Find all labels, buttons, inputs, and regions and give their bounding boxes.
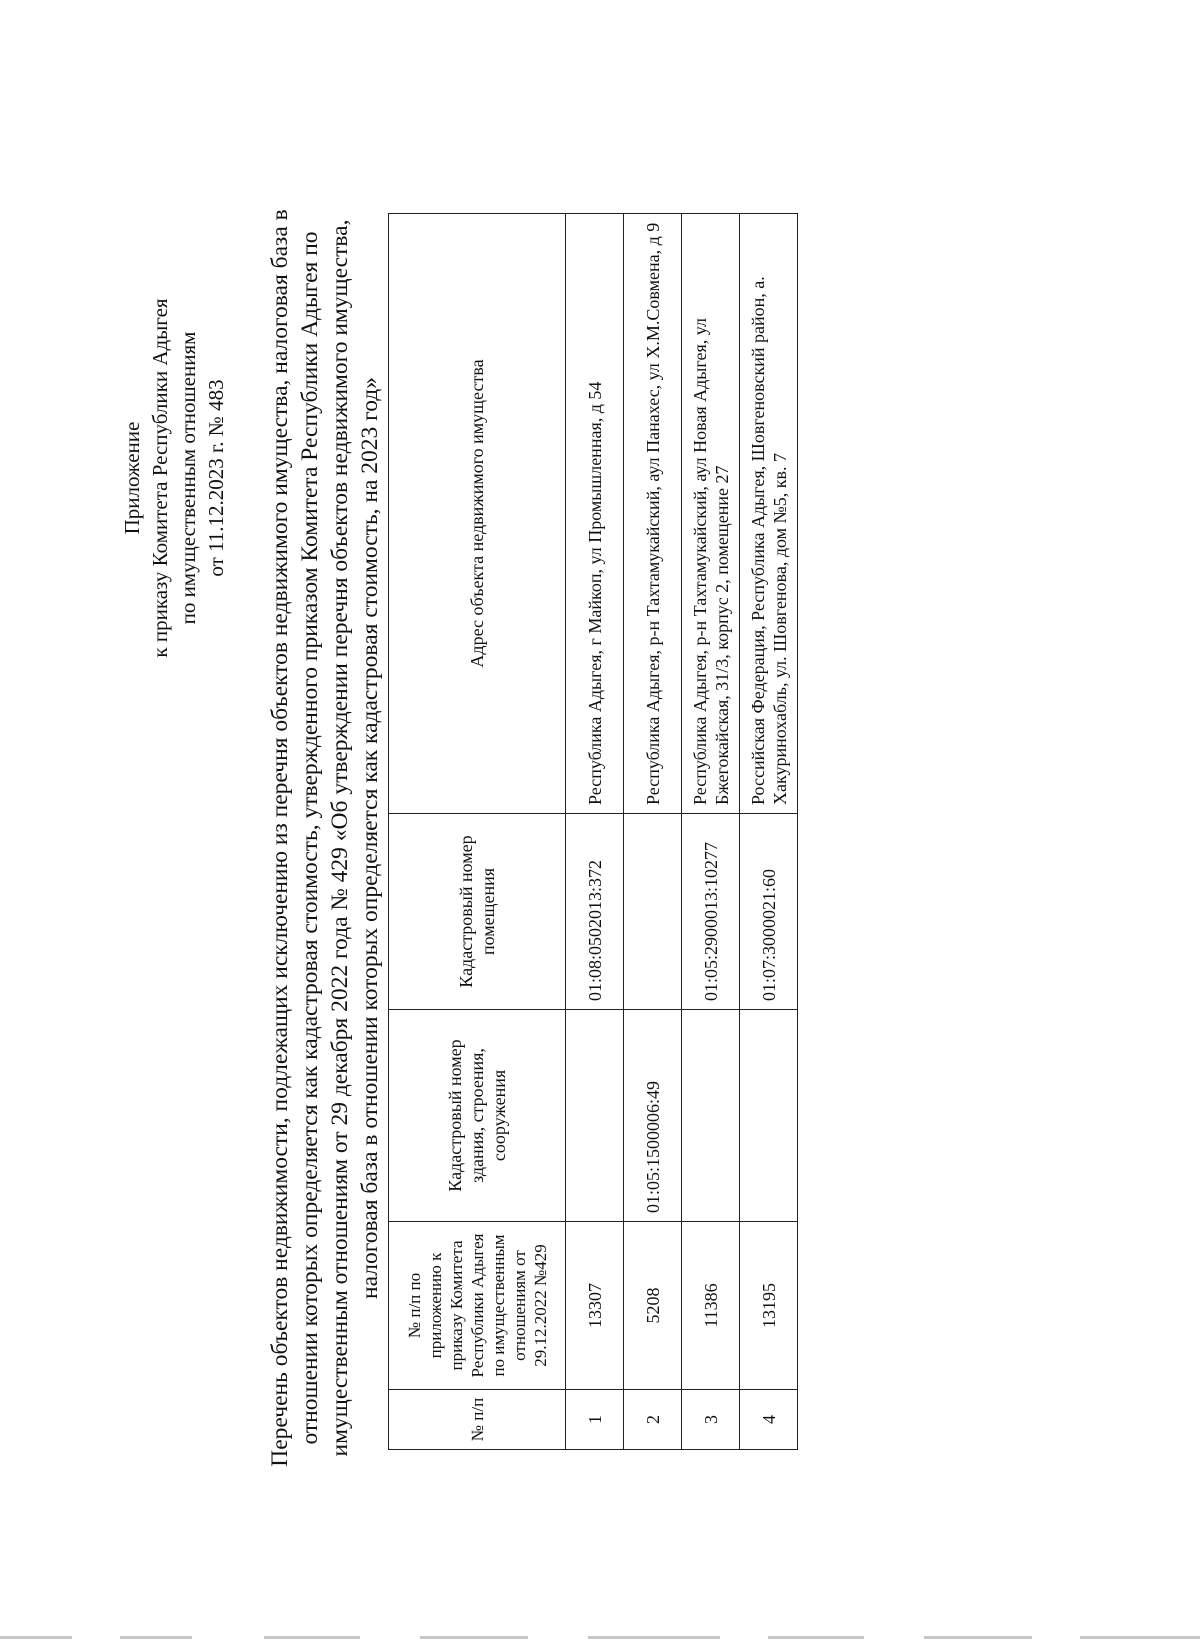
appendix-committee: по имущественным отношениям [176,331,200,625]
cell-ref: 11386 [682,1222,740,1390]
title-line-1: Перечень объектов недвижимости, подлежащих исключению из перечня объектов недвижимого имущества, налоговая база в [267,209,293,1467]
cell-building: 01:05:1500006:49 [624,1010,682,1222]
cell-address: Российская Федерация, Республика Адыгея, Шовгеновский район, а. Хакуринохабль, ул. Шовгенова, дом №5, кв. 7 [740,214,798,814]
scan-edge-artifact [0,1636,1200,1639]
appendix-header [118,128,230,828]
cell-num: 3 [682,1390,740,1450]
title-line-4: налоговая база в отношении которых определяется как кадастровая стоимость, на 2023 год» [357,377,383,1299]
cell-num: 1 [566,1390,624,1450]
cell-room: 01:07:3000021:60 [740,814,798,1010]
cell-address: Республика Адыгея, р-н Тахтамукайский, аул Новая Адыгея, ул Бжегокайская, 31/3, корпус 2, помещение 27 [682,214,740,814]
appendix-order-ref: к приказу Комитета Республики Адыгея [148,298,172,658]
cell-address: Республика Адыгея, г Майкоп, ул Промышленная, д 54 [566,214,624,814]
cell-ref: 5208 [624,1222,682,1390]
document-title [265,208,385,1468]
table-row [740,214,798,1450]
cell-room [624,814,682,1010]
table-row [566,214,624,1450]
header-building-cadastral: Кадастровый номер здания, строения, сооружения [389,1010,566,1222]
appendix-label: Приложение [120,421,144,535]
cell-room: 01:08:0502013:372 [566,814,624,1010]
title-line-3: имущественным отношениям от 29 декабря 2022 года № 429 «Об утверждении перечня объектов недвижимого имущества, [327,219,353,1457]
cell-building [566,1010,624,1222]
cell-building [682,1010,740,1222]
header-address: Адрес объекта недвижимого имущества [389,214,566,814]
header-ref: № п/п по приложению к приказу Комитета Республики Адыгея по имущественным отношениям от 29.12.2022 №429 [389,1222,566,1390]
cell-room: 01:05:2900013:10277 [682,814,740,1010]
cell-ref: 13307 [566,1222,624,1390]
table-row [624,214,682,1450]
objects-table [388,213,798,1450]
cell-num: 4 [740,1390,798,1450]
table-row [682,214,740,1450]
cell-address: Республика Адыгея, р-н Тахтамукайский, аул Панахес, ул Х.М.Совмена, д 9 [624,214,682,814]
table-header-row [389,214,566,1450]
cell-building [740,1010,798,1222]
header-num: № п/п [389,1390,566,1450]
header-room-cadastral: Кадастровый номер помещения [389,814,566,1010]
title-line-2: отношении которых определяется как кадастровая стоимость, утвержденного приказом Комитета Республики Адыгея по [297,231,323,1445]
appendix-date: от 11.12.2023 г. № 483 [204,379,228,577]
cell-num: 2 [624,1390,682,1450]
cell-ref: 13195 [740,1222,798,1390]
